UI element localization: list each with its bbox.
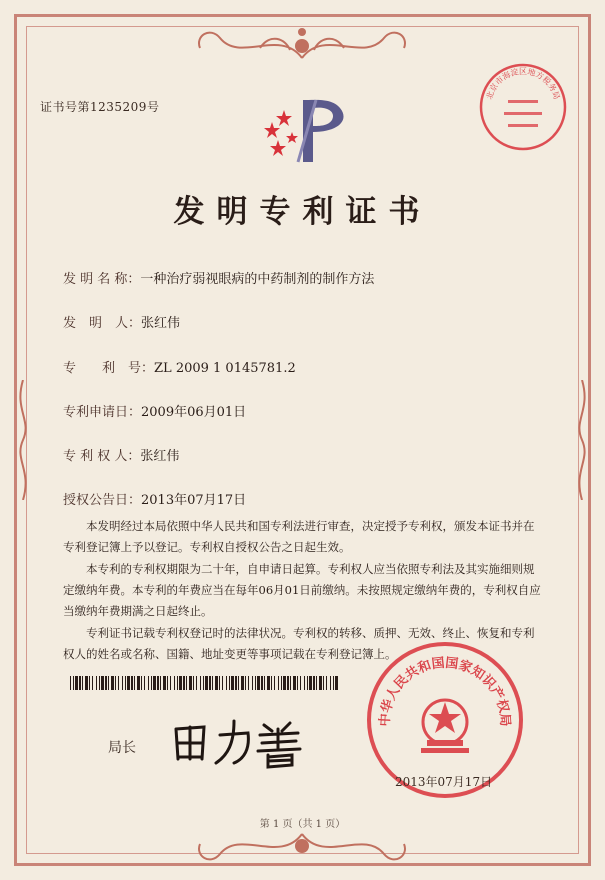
seal-date: 2013年07月17日: [395, 775, 493, 789]
field-value: 一种治疗弱视眼病的中药制剂的制作方法: [140, 272, 375, 287]
field-value: ZL 2009 1 0145781.2: [154, 361, 296, 376]
left-ornament: [14, 380, 32, 500]
page-number: 第 1 页（共 1 页）: [259, 819, 346, 830]
svg-text:北京市海淀区地方税务局: 北京市海淀区地方税务局: [484, 67, 562, 101]
field-value: 张红伟: [140, 449, 180, 464]
bottom-ornament: [190, 824, 415, 869]
field-label: 发 明 人：: [63, 316, 142, 331]
field-value: 2013年07月17日: [141, 493, 247, 508]
top-ornament: [190, 18, 415, 68]
tax-bureau-seal: [478, 62, 568, 152]
field-label: 专 利 权 人：: [63, 449, 141, 464]
field-invention-name: [63, 268, 374, 287]
field-value: 张红伟: [141, 316, 181, 331]
director-signature: [168, 715, 308, 770]
field-patent-number: [63, 357, 296, 376]
barcode: [70, 676, 340, 690]
field-label: 发 明 名 称：: [63, 272, 141, 287]
director-label: 局长: [108, 740, 136, 756]
field-label: 专利申请日：: [63, 405, 142, 420]
field-grant-date: [63, 489, 246, 508]
field-inventor: [63, 312, 180, 331]
field-label: 授权公告日：: [63, 493, 142, 508]
right-ornament: [573, 380, 591, 500]
paragraph-register: 专利证书记载专利权登记时的法律状况。专利权的转移、质押、无效、终止、恢复和专利权人的姓名或名称、国籍、地址变更等事项记载在专利登记簿上。: [63, 626, 535, 661]
certificate-title: 发明专利证书: [173, 194, 432, 230]
svg-text:中华人民共和国国家知识产权局: 中华人民共和国国家知识产权局: [377, 655, 513, 727]
field-application-date: [63, 401, 246, 420]
field-label: 专 利 号：: [63, 361, 155, 376]
paragraph-grant: 本发明经过本局依照中华人民共和国专利法进行审查，决定授予专利权，颁发本证书并在专利登记簿上予以登记。专利权自授权公告之日起生效。: [63, 519, 535, 554]
field-value: 2009年06月01日: [141, 405, 247, 420]
patent-office-logo: [258, 92, 358, 167]
paragraph-term: 本专利的专利权期限为二十年，自申请日起算。专利权人应当依照专利法及其实施细则规定缴纳年费。本专利的年费应当在每年06月01日前缴纳。未按照规定缴纳年费的，专利权自应当缴纳年费期满之日起终止。: [63, 562, 541, 618]
field-patentee: [63, 445, 179, 464]
certificate-number: 证书号第1235209号: [40, 100, 160, 114]
